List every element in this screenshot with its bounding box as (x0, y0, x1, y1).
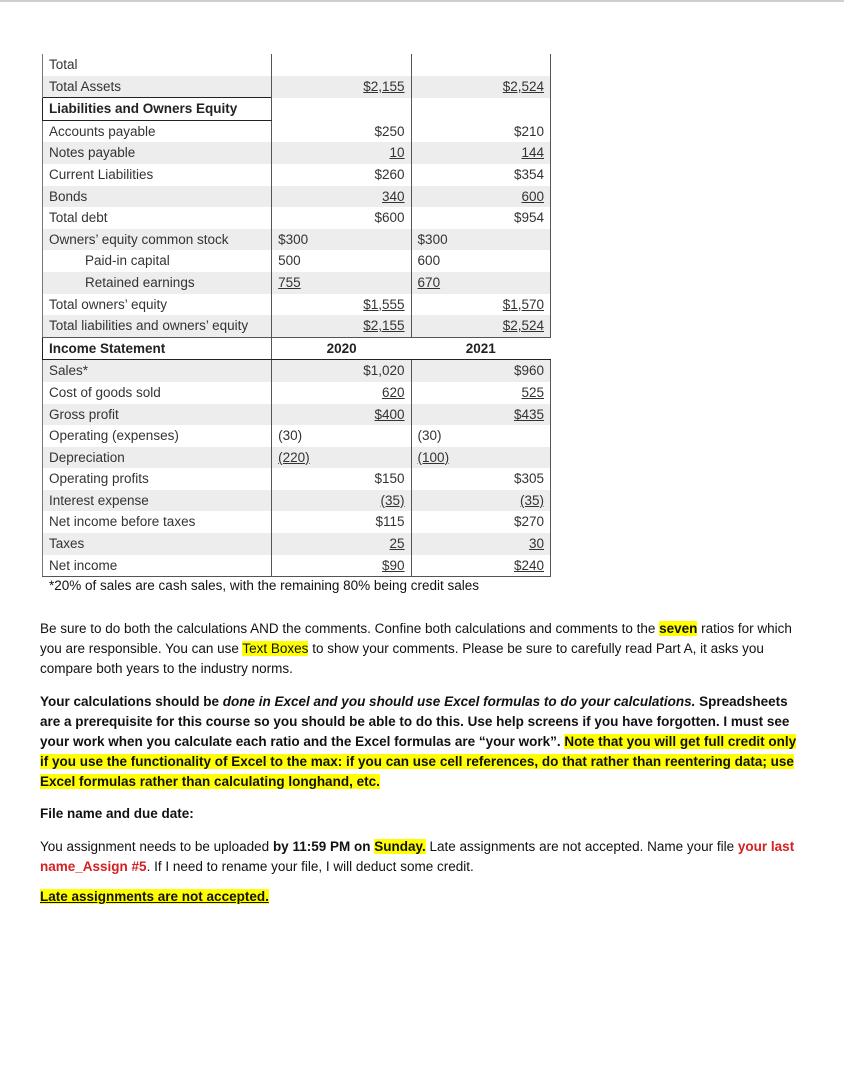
value-2021: (35) (519, 492, 544, 508)
value-2021: 30 (528, 536, 544, 552)
value-2020: 620 (382, 384, 405, 400)
value-2021: $2,524 (502, 318, 544, 334)
value-2021: $960 (477, 360, 551, 382)
row-label: Total owners’ equity (43, 294, 272, 316)
row-label: Owners’ equity common stock (43, 229, 272, 251)
value-2020: 340 (382, 188, 405, 204)
table-row (43, 315, 551, 337)
value-2021: 525 (521, 384, 544, 400)
value-2021: (30) (417, 428, 442, 444)
row-label: Depreciation (43, 447, 272, 469)
sales-footnote: *20% of sales are cash sales, with the remaining 80% being credit sales (49, 578, 479, 593)
row-label: Total debt (43, 207, 272, 229)
row-label: Current Liabilities (43, 164, 272, 186)
instructions-paragraph-2: Your calculations should be done in Excel and you should use Excel formulas to do your calculations. Spreadsheets are a prerequisite for this course so you should be able to do this. Use help screens if you have forgotten. I must see your work when you calculate each ratio and the Excel formulas are “your work”. Note that you will get full credit only if you use the functionality of Excel to the max: if you can use cell references, do that rather than reentering data; use Excel formulas rather than calculating longhand, etc. (40, 694, 797, 789)
row-label: Retained earnings (43, 272, 272, 294)
value-2020: $250 (337, 120, 411, 142)
table-row (43, 447, 551, 469)
row-label: Sales* (43, 360, 272, 382)
row-label: Net income before taxes (43, 511, 272, 533)
value-2020: $1,555 (363, 296, 405, 312)
table-row (43, 229, 551, 251)
value-2020: (220) (278, 449, 310, 465)
financial-statements-table (42, 54, 551, 577)
table-row (43, 76, 551, 98)
page-top-border (0, 0, 844, 2)
table-row (43, 382, 551, 404)
filename-format: your last name_Assign #5 (40, 839, 795, 874)
table-row (43, 250, 551, 272)
value-2021: $354 (477, 164, 551, 186)
value-2020: $600 (337, 207, 411, 229)
value-2021: (100) (417, 449, 450, 465)
value-2020: 10 (389, 145, 405, 161)
table-row (43, 186, 551, 208)
row-label: Accounts payable (43, 120, 272, 142)
table-row (43, 142, 551, 164)
value-2021: $305 (477, 468, 551, 490)
value-2020: (30) (278, 428, 303, 444)
value-2021: $240 (513, 557, 544, 573)
value-2021: 600 (417, 253, 441, 269)
section-header-row (43, 98, 551, 121)
value-2021: $270 (477, 511, 551, 533)
table-row (43, 360, 551, 382)
row-label: Total (43, 54, 272, 76)
row-label: Total Assets (43, 76, 272, 98)
income-statement-header-row (43, 337, 551, 360)
table-row (43, 468, 551, 490)
sunday-highlight: Sunday. (374, 839, 426, 854)
table-row (43, 207, 551, 229)
row-label: Gross profit (43, 404, 272, 426)
row-label: Notes payable (43, 142, 272, 164)
full-credit-highlight: Note that you will get full credit only if you use the functionality of Excel to the max: if you can use cell references, do that rather than reentering data; use Excel formulas rather than calculating longhand, etc. (40, 734, 797, 789)
value-2021: 670 (417, 274, 441, 290)
text-boxes-highlight: Text Boxes (242, 641, 309, 656)
value-2021: $210 (477, 120, 551, 142)
table-row (43, 490, 551, 512)
table-row (43, 404, 551, 426)
value-2020: $260 (337, 164, 411, 186)
income-statement-header: Income Statement (43, 337, 272, 360)
value-2021: $435 (513, 406, 544, 422)
value-2021: $300 (411, 229, 477, 251)
row-label: Cost of goods sold (43, 382, 272, 404)
table-row (43, 425, 551, 447)
value-2020: $115 (337, 511, 411, 533)
value-2021: $954 (477, 207, 551, 229)
value-2021: 144 (521, 145, 544, 161)
row-label: Total liabilities and owners’ equity (43, 315, 272, 337)
seven-highlight: seven (659, 621, 698, 636)
row-label: Bonds (43, 186, 272, 208)
value-2020: $400 (374, 406, 405, 422)
liabilities-header: Liabilities and Owners Equity (43, 98, 272, 121)
late-assignments-note: Late assignments are not accepted. (40, 889, 269, 904)
value-2020: 500 (278, 253, 301, 269)
instructions-paragraph-3: You assignment needs to be uploaded by 11:59 PM on Sunday. Late assignments are not accepted. Name your file your last name_Assign #5. If I need to rename your file, I will deduct some credit. (40, 839, 795, 874)
year-2020-label: 2020 (272, 337, 411, 360)
value-2020: 25 (389, 536, 405, 552)
instructions-paragraph-1: Be sure to do both the calculations AND the comments. Confine both calculations and comments to the seven ratios for which you are responsible. You can use Text Boxes to show your comments. Please be sure to carefully read Part A, it asks you compare both years to the industry norms. (40, 621, 792, 676)
table-row (43, 120, 551, 142)
row-label: Operating profits (43, 468, 272, 490)
value-2020: $2,155 (363, 318, 405, 334)
row-label: Paid-in capital (43, 250, 272, 272)
table-row (43, 54, 551, 76)
value-2020: 755 (278, 274, 301, 290)
row-label: Taxes (43, 533, 272, 555)
table-row (43, 533, 551, 555)
table-row (43, 272, 551, 294)
table-row (43, 294, 551, 316)
value-2021: $2,524 (502, 78, 544, 94)
row-label: Net income (43, 555, 272, 577)
table-row (43, 164, 551, 186)
file-name-heading: File name and due date: (40, 806, 194, 821)
value-2021: $1,570 (502, 296, 544, 312)
row-label: Interest expense (43, 490, 272, 512)
value-2020: $300 (272, 229, 338, 251)
value-2020: (35) (380, 492, 405, 508)
value-2020: $90 (382, 557, 405, 573)
year-2021-label: 2021 (411, 337, 550, 360)
value-2020: $150 (337, 468, 411, 490)
row-label: Operating (expenses) (43, 425, 272, 447)
table-row (43, 555, 551, 577)
value-2020: $1,020 (337, 360, 411, 382)
value-2021: 600 (521, 188, 544, 204)
value-2020: $2,155 (363, 78, 405, 94)
table-row (43, 511, 551, 533)
